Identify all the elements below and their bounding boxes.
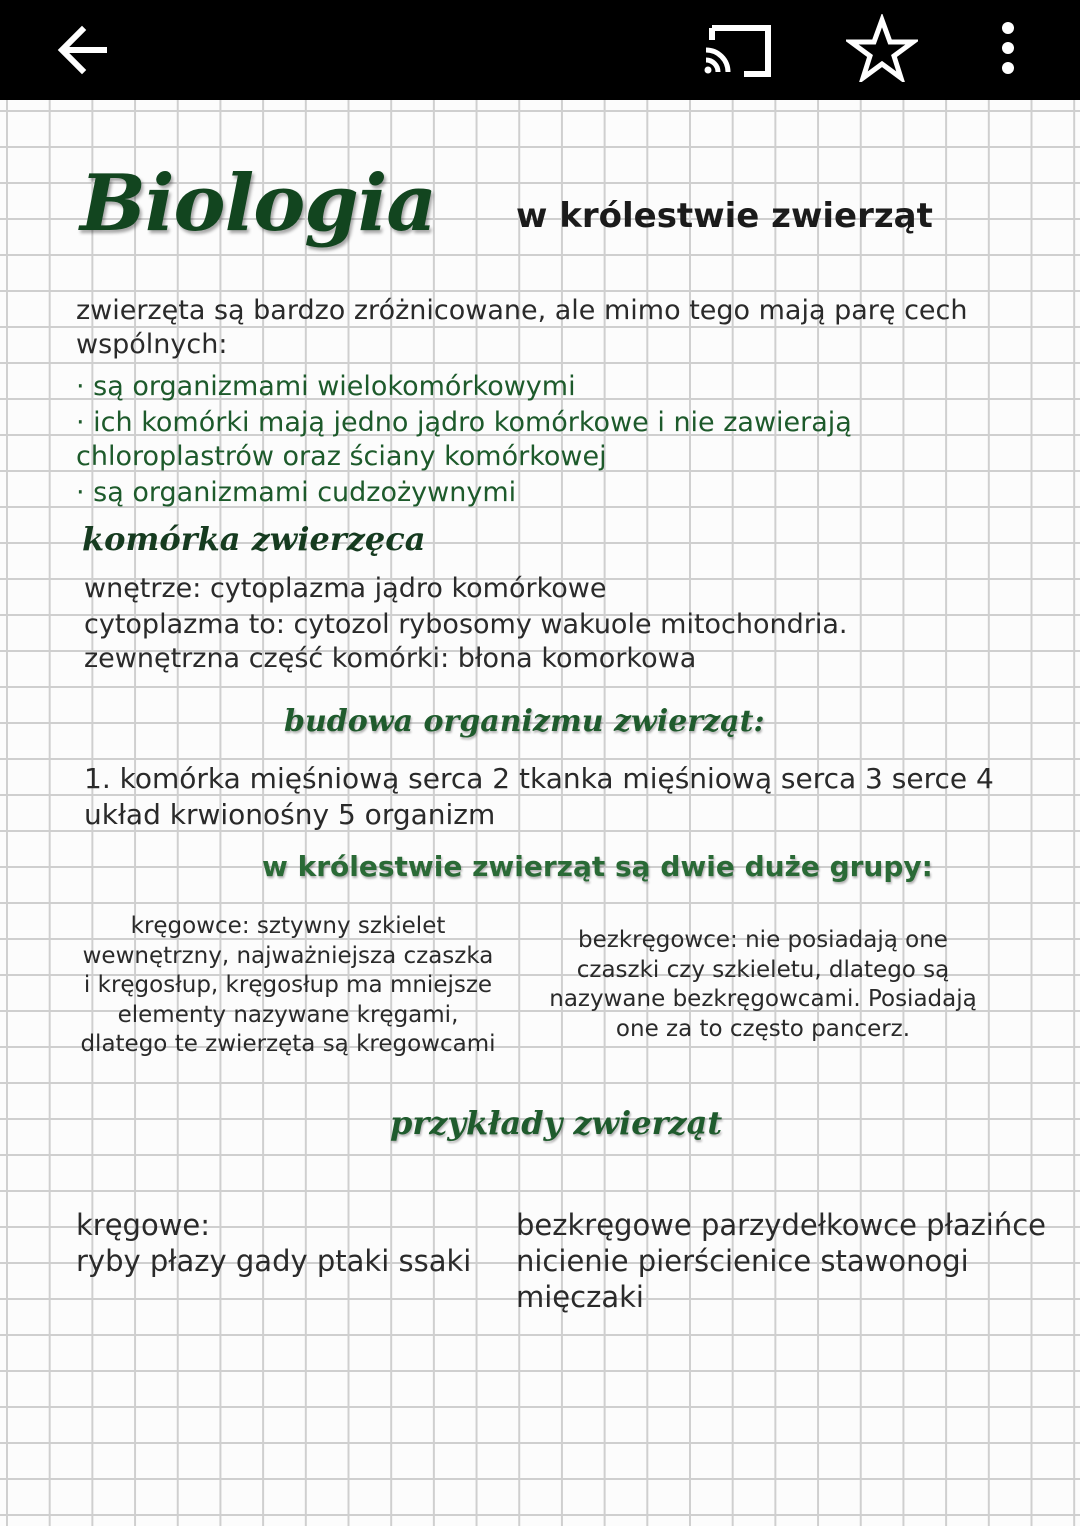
vertebrates-description: kręgowce: sztywny szkielet wewnętrzny, najważniejsza czaszka i kręgosłup, kręgosłup ma mniejsze elementy nazywane kręgami, dlatego te zwierzęta są kregowcami [80,913,496,1057]
invertebrates-description: bezkręgowce: nie posiadają one czaszki czy szkieletu, dlatego są nazywane bezkręgowcami. Posiadają one za to często pancerz. [549,927,977,1042]
cast-icon [700,14,776,80]
feature-item-continued: chloroplastrów oraz ściany komórkowej [76,441,607,472]
examples-vertebrates-list: ryby płazy gady ptaki ssaki [76,1244,472,1278]
intro-paragraph [76,294,968,362]
examples-heading: przykłady zwierząt [390,1104,723,1142]
top-app-bar [0,0,1080,100]
structure-heading: budowa organizmu zwierząt: [284,704,765,739]
note-title: Biologia [80,158,436,249]
cell-line: zewnętrzna część komórki: błona komorkowa [84,643,697,674]
structure-line: układ krwionośny 5 organizm [84,798,496,831]
more-vertical-icon [984,14,1032,82]
examples-invertebrates-line: nicienie pierścienice stawonogi [516,1244,969,1278]
intro-line: wspólnych: [76,329,228,360]
cast-button[interactable] [700,14,776,80]
feature-item: · są organizmami cudzożywnymi [76,477,517,508]
cell-line: wnętrze: cytoplazma jądro komórkowe [84,573,607,604]
back-button[interactable] [52,18,116,82]
star-outline-icon [846,14,918,82]
examples-vertebrates-label: kręgowe: [76,1208,211,1242]
structure-line: 1. komórka mięśniową serca 2 tkanka mięśniową serca 3 serce 4 [84,762,994,795]
groups-heading: w królestwie zwierząt są dwie duże grupy: [262,850,933,883]
cell-line: cytoplazma to: cytozol rybosomy wakuole mitochondria. [84,609,848,640]
arrow-left-icon [52,18,116,82]
cell-heading: komórka zwierzęca [82,520,426,558]
examples-invertebrates-line: bezkręgowe parzydełkowce płazińce [516,1208,1047,1242]
examples-invertebrates-line: mięczaki [516,1280,644,1314]
more-options-button[interactable] [984,14,1032,82]
bookmark-star-button[interactable] [846,14,918,82]
note-subtitle: w królestwie zwierząt [516,196,933,236]
note-page [0,100,1080,1526]
feature-item: · ich komórki mają jedno jądro komórkowe i nie zawierają [76,407,852,438]
feature-item: · są organizmami wielokomórkowymi [76,371,576,402]
intro-line: zwierzęta są bardzo zróżnicowane, ale mimo tego mają parę cech [76,295,968,326]
